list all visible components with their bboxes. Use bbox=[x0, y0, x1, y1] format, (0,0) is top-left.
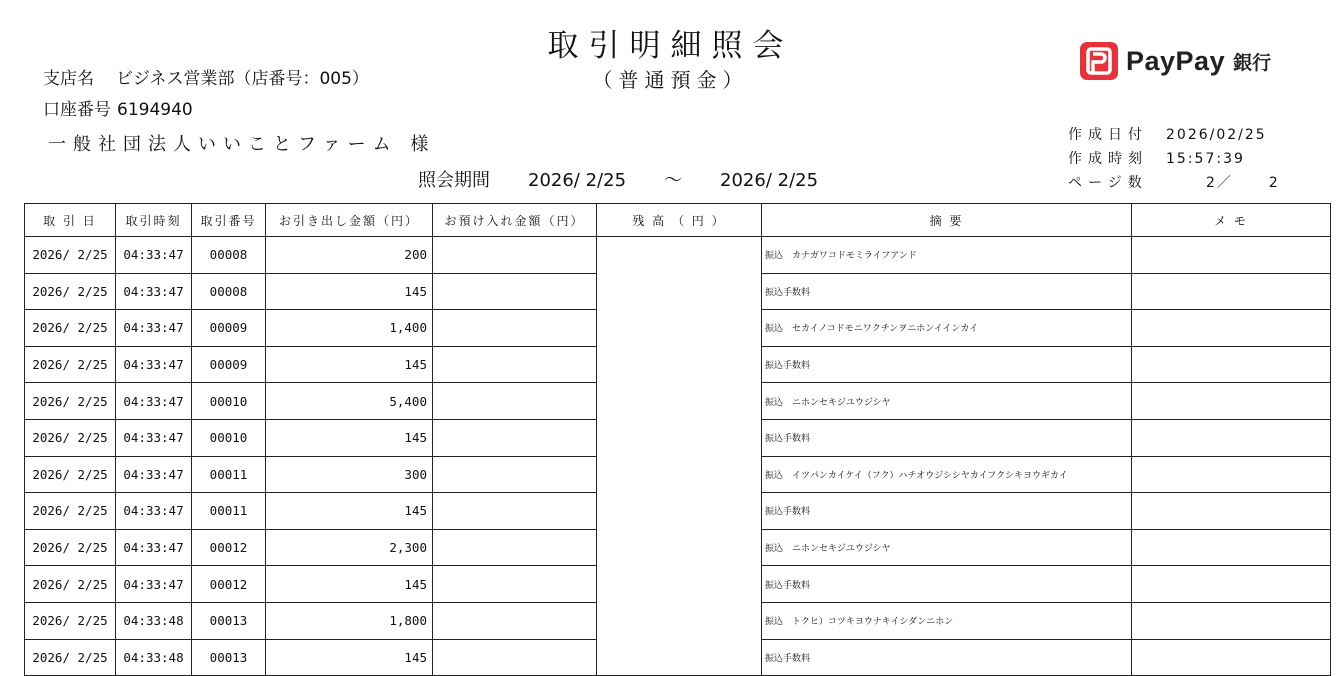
cell-balance bbox=[597, 566, 762, 603]
table-row bbox=[25, 310, 1331, 347]
cell-deposit bbox=[433, 456, 597, 493]
cell-number: 00009 bbox=[192, 346, 266, 383]
period-from: 2026/ 2/25 bbox=[528, 170, 627, 191]
cell-withdrawal: 1,800 bbox=[266, 602, 433, 639]
cell-date: 2026/ 2/25 bbox=[25, 529, 116, 566]
page-total: 2 bbox=[1268, 175, 1280, 191]
cell-withdrawal: 2,300 bbox=[266, 529, 433, 566]
account-info bbox=[43, 95, 193, 120]
cell-description: 振込 カナガワコドモミライフアンド bbox=[762, 237, 1132, 274]
cell-deposit bbox=[433, 639, 597, 676]
cell-description: 振込 イツパンカイケイ（フク）ハチオウジシシヤカイフクシキヨウギカイ bbox=[762, 456, 1132, 493]
table-header-row bbox=[25, 204, 1331, 237]
cell-deposit bbox=[433, 273, 597, 310]
cell-deposit bbox=[433, 529, 597, 566]
cell-description: 振込手数料 bbox=[762, 493, 1132, 530]
cell-date: 2026/ 2/25 bbox=[25, 419, 116, 456]
cell-description: 振込手数料 bbox=[762, 566, 1132, 603]
cell-time: 04:33:48 bbox=[116, 639, 192, 676]
cell-date: 2026/ 2/25 bbox=[25, 456, 116, 493]
cell-number: 00011 bbox=[192, 456, 266, 493]
table-row bbox=[25, 346, 1331, 383]
branch-value: ビジネス営業部（店番号：005） bbox=[116, 69, 369, 89]
page-separator: ／ bbox=[1216, 175, 1233, 191]
cell-time: 04:33:47 bbox=[116, 273, 192, 310]
header-date: 取 引 日 bbox=[25, 204, 116, 237]
header-number: 取引番号 bbox=[192, 204, 266, 237]
cell-date: 2026/ 2/25 bbox=[25, 602, 116, 639]
period-separator: ～ bbox=[664, 170, 683, 191]
cell-number: 00010 bbox=[192, 419, 266, 456]
cell-time: 04:33:47 bbox=[116, 310, 192, 347]
cell-date: 2026/ 2/25 bbox=[25, 639, 116, 676]
cell-time: 04:33:47 bbox=[116, 346, 192, 383]
table-row bbox=[25, 566, 1331, 603]
logo-brand-text: PayPay bbox=[1126, 45, 1226, 76]
cell-description: 振込 ニホンセキジユウジシヤ bbox=[762, 383, 1132, 420]
cell-memo bbox=[1132, 566, 1331, 603]
cell-description: 振込 セカイノコドモニワクチンヲニホンイインカイ bbox=[762, 310, 1132, 347]
branch-label: 支店名 bbox=[43, 69, 94, 89]
header-withdrawal: お引き出し金額（円） bbox=[266, 204, 433, 237]
table-row bbox=[25, 602, 1331, 639]
cell-balance bbox=[597, 419, 762, 456]
cell-memo bbox=[1132, 346, 1331, 383]
cell-description: 振込手数料 bbox=[762, 346, 1132, 383]
created-date-label: 作成日付 bbox=[1068, 127, 1148, 143]
cell-time: 04:33:47 bbox=[116, 493, 192, 530]
cell-time: 04:33:47 bbox=[116, 383, 192, 420]
cell-withdrawal: 145 bbox=[266, 419, 433, 456]
cell-memo bbox=[1132, 419, 1331, 456]
cell-balance bbox=[597, 346, 762, 383]
cell-date: 2026/ 2/25 bbox=[25, 383, 116, 420]
cell-withdrawal: 145 bbox=[266, 493, 433, 530]
created-time-value: 15:57:39 bbox=[1166, 151, 1245, 167]
cell-balance bbox=[597, 456, 762, 493]
table-row bbox=[25, 529, 1331, 566]
cell-balance bbox=[597, 529, 762, 566]
created-date bbox=[1068, 124, 1267, 144]
cell-number: 00012 bbox=[192, 566, 266, 603]
cell-number: 00013 bbox=[192, 602, 266, 639]
created-date-value: 2026/02/25 bbox=[1166, 127, 1267, 143]
logo-bank-text: 銀行 bbox=[1233, 51, 1272, 74]
cell-balance bbox=[597, 602, 762, 639]
page-current: 2 bbox=[1206, 175, 1217, 191]
cell-date: 2026/ 2/25 bbox=[25, 310, 116, 347]
transaction-table bbox=[24, 203, 1331, 676]
cell-withdrawal: 5,400 bbox=[266, 383, 433, 420]
table-row bbox=[25, 273, 1331, 310]
table-row bbox=[25, 456, 1331, 493]
cell-memo bbox=[1132, 529, 1331, 566]
cell-withdrawal: 145 bbox=[266, 346, 433, 383]
period-to: 2026/ 2/25 bbox=[720, 170, 819, 191]
paypay-bank-logo bbox=[1080, 42, 1271, 80]
cell-balance bbox=[597, 237, 762, 274]
cell-deposit bbox=[433, 310, 597, 347]
cell-description: 振込手数料 bbox=[762, 639, 1132, 676]
cell-description: 振込手数料 bbox=[762, 419, 1132, 456]
cell-date: 2026/ 2/25 bbox=[25, 237, 116, 274]
cell-time: 04:33:47 bbox=[116, 456, 192, 493]
cell-memo bbox=[1132, 383, 1331, 420]
cell-date: 2026/ 2/25 bbox=[25, 493, 116, 530]
cell-memo bbox=[1132, 639, 1331, 676]
created-time bbox=[1068, 148, 1245, 168]
table-row bbox=[25, 237, 1331, 274]
cell-time: 04:33:48 bbox=[116, 602, 192, 639]
cell-deposit bbox=[433, 346, 597, 383]
cell-number: 00010 bbox=[192, 383, 266, 420]
cell-memo bbox=[1132, 273, 1331, 310]
cell-number: 00011 bbox=[192, 493, 266, 530]
account-number: 6194940 bbox=[117, 100, 193, 120]
account-holder: 一般社団法人いいことファーム 様 bbox=[48, 134, 436, 155]
table-row bbox=[25, 419, 1331, 456]
cell-memo bbox=[1132, 456, 1331, 493]
cell-time: 04:33:47 bbox=[116, 529, 192, 566]
header-memo: メ モ bbox=[1132, 204, 1331, 237]
cell-balance bbox=[597, 273, 762, 310]
cell-time: 04:33:47 bbox=[116, 237, 192, 274]
cell-number: 00013 bbox=[192, 639, 266, 676]
inquiry-period bbox=[418, 166, 818, 192]
cell-number: 00008 bbox=[192, 273, 266, 310]
created-time-label: 作成時刻 bbox=[1068, 151, 1148, 167]
cell-deposit bbox=[433, 566, 597, 603]
cell-deposit bbox=[433, 493, 597, 530]
header-time: 取引時刻 bbox=[116, 204, 192, 237]
cell-description: 振込 トクヒ）コツキヨウナキイシダンニホン bbox=[762, 602, 1132, 639]
header-balance: 残 高 （ 円 ） bbox=[597, 204, 762, 237]
table-row bbox=[25, 383, 1331, 420]
cell-deposit bbox=[433, 419, 597, 456]
cell-withdrawal: 145 bbox=[266, 273, 433, 310]
cell-withdrawal: 200 bbox=[266, 237, 433, 274]
cell-balance bbox=[597, 383, 762, 420]
cell-deposit bbox=[433, 237, 597, 274]
cell-number: 00009 bbox=[192, 310, 266, 347]
header-deposit: お預け入れ金額（円） bbox=[433, 204, 597, 237]
cell-date: 2026/ 2/25 bbox=[25, 273, 116, 310]
page-title: 取引明細照会 bbox=[547, 28, 794, 64]
cell-withdrawal: 300 bbox=[266, 456, 433, 493]
cell-balance bbox=[597, 310, 762, 347]
cell-number: 00008 bbox=[192, 237, 266, 274]
page-count-label: ページ数 bbox=[1068, 175, 1148, 191]
cell-description: 振込 ニホンセキジユウジシヤ bbox=[762, 529, 1132, 566]
cell-memo bbox=[1132, 602, 1331, 639]
paypay-mark-icon bbox=[1080, 42, 1118, 80]
branch-info bbox=[43, 64, 369, 89]
cell-balance bbox=[597, 493, 762, 530]
table-row bbox=[25, 639, 1331, 676]
page-count bbox=[1068, 172, 1280, 192]
cell-description: 振込手数料 bbox=[762, 273, 1132, 310]
cell-withdrawal: 145 bbox=[266, 639, 433, 676]
cell-deposit bbox=[433, 383, 597, 420]
table-row bbox=[25, 493, 1331, 530]
cell-date: 2026/ 2/25 bbox=[25, 566, 116, 603]
cell-time: 04:33:47 bbox=[116, 419, 192, 456]
header-description: 摘 要 bbox=[762, 204, 1132, 237]
cell-withdrawal: 145 bbox=[266, 566, 433, 603]
cell-memo bbox=[1132, 493, 1331, 530]
cell-balance bbox=[597, 639, 762, 676]
account-type-subtitle: （普通預金） bbox=[592, 68, 749, 92]
period-label: 照会期間 bbox=[418, 170, 490, 191]
cell-number: 00012 bbox=[192, 529, 266, 566]
cell-withdrawal: 1,400 bbox=[266, 310, 433, 347]
cell-deposit bbox=[433, 602, 597, 639]
cell-memo bbox=[1132, 310, 1331, 347]
cell-date: 2026/ 2/25 bbox=[25, 346, 116, 383]
account-label: 口座番号 bbox=[43, 100, 111, 120]
cell-memo bbox=[1132, 237, 1331, 274]
cell-time: 04:33:47 bbox=[116, 566, 192, 603]
